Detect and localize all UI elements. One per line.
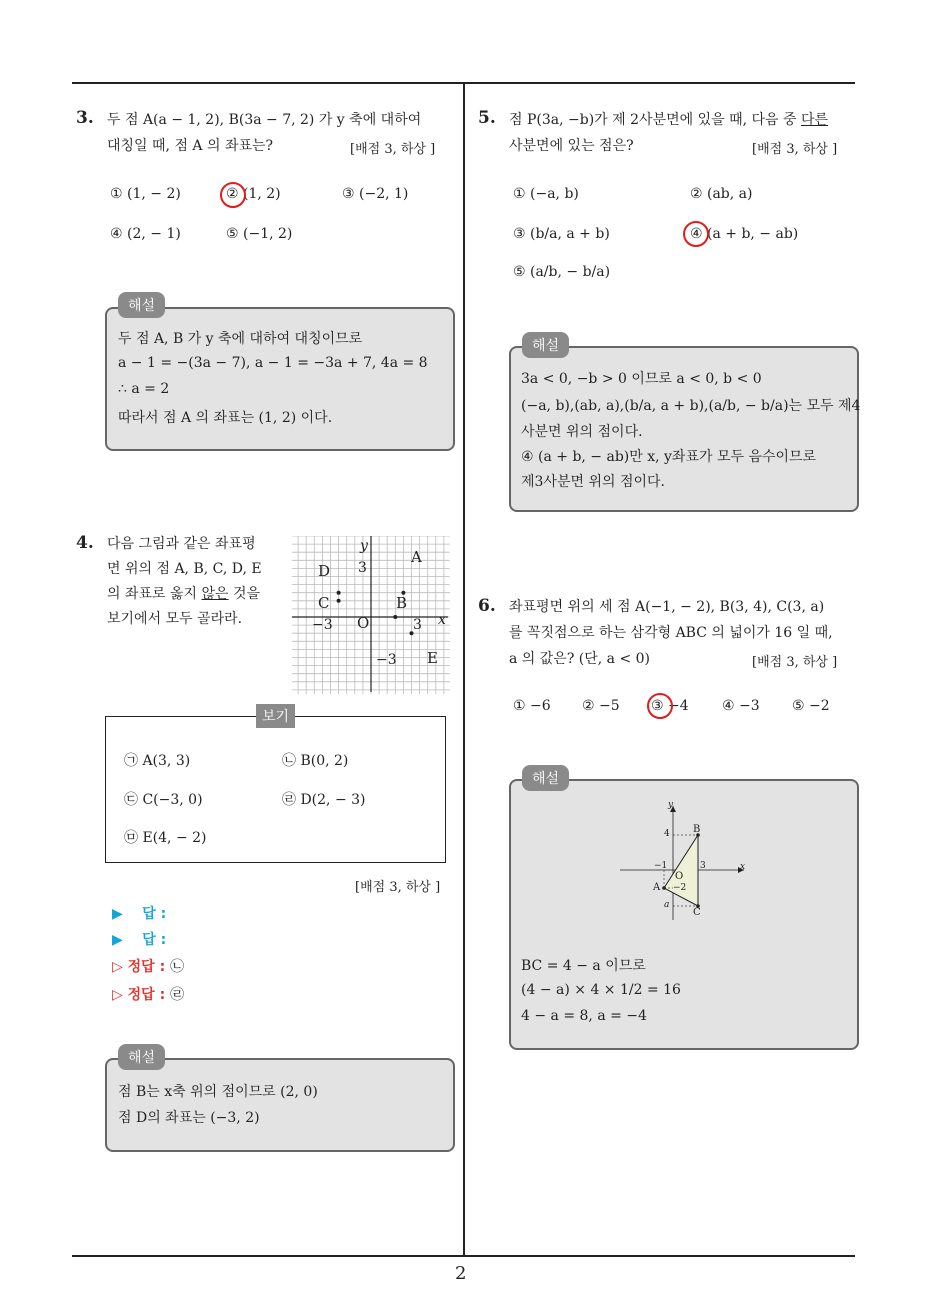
q4-point-label-a: A [411, 548, 422, 566]
q4-score: [배점 3, 하상 ] [355, 880, 441, 895]
q5-number: 5. [478, 108, 496, 128]
q6-fig-tick-4: 4 [664, 829, 670, 839]
q4-point-label-d: D [318, 562, 331, 580]
q4-origin-label: O [357, 614, 370, 632]
q6-fig-tick-3: 3 [700, 861, 706, 871]
q4-answer-input-2[interactable]: ▶ 답 : [112, 932, 167, 948]
q4-solution-line: 점 B는 x축 위의 점이므로 (2, 0) [118, 1084, 318, 1100]
q6-fig-axis-x: x [740, 862, 746, 872]
q4-tick-neg-y: −3 [376, 652, 397, 668]
q6-choice-3[interactable]: ③ −4 [651, 698, 689, 714]
q4-solution-tag: 해설 [118, 1044, 165, 1070]
q3-score: [배점 3, 하상 ] [350, 142, 436, 157]
q5-solution-line: 사분면 위의 점이다. [521, 424, 643, 440]
q4-axis-x-label: x [438, 612, 446, 628]
q4-text-line3: 의 좌표로 옳지 않은 것을 [107, 586, 261, 602]
q4-tick-pos-x: 3 [413, 617, 422, 633]
q6-fig-label-b: B [693, 824, 701, 835]
q4-solution-line: 점 D의 좌표는 (−3, 2) [118, 1110, 260, 1126]
q6-number: 6. [478, 596, 496, 616]
q6-answer-circle [647, 693, 673, 719]
q4-correct-answer-2: ▷ 정답 : ㉣ [112, 987, 185, 1003]
q5-choice-1[interactable]: ① (−a, b) [513, 186, 579, 202]
q4-bogi-item: ㉤ E(4, − 2) [124, 830, 207, 846]
q5-solution-line: ④ (a + b, − ab)만 x, y좌표가 모두 음수이므로 [521, 449, 817, 465]
column-divider [463, 84, 465, 1256]
q4-point-label-e: E [427, 649, 438, 667]
q4-point-b [393, 615, 397, 619]
q3-choice-5[interactable]: ⑤ (−1, 2) [226, 226, 293, 242]
q6-text-line3: a 의 값은? (단, a < 0) [509, 651, 651, 667]
q4-point-label-c: C [318, 594, 330, 612]
q3-solution-tag: 해설 [118, 292, 165, 318]
q4-bogi-item: ㉣ D(2, − 3) [282, 792, 366, 808]
q5-choice-4[interactable]: ④ (a + b, − ab) [690, 226, 799, 242]
q4-point-c [337, 599, 341, 603]
q5-answer-circle [683, 221, 709, 247]
q3-choice-1[interactable]: ① (1, − 2) [110, 186, 181, 202]
q3-choice-4[interactable]: ④ (2, − 1) [110, 226, 181, 242]
q4-bogi-item: ㉠ A(3, 3) [124, 753, 191, 769]
q6-choice-2[interactable]: ② −5 [582, 698, 620, 714]
q6-score: [배점 3, 하상 ] [752, 655, 838, 670]
q6-solution-line: BC = 4 − a 이므로 [521, 958, 646, 974]
q5-solution-line: 제3사분면 위의 점이다. [521, 474, 665, 490]
q6-fig-tick-a: a [664, 900, 670, 910]
page-number: 2 [455, 1263, 467, 1284]
q5-choice-2[interactable]: ② (ab, a) [690, 186, 753, 202]
q3-solution-line: ∴ a = 2 [118, 381, 170, 397]
q6-choice-4[interactable]: ④ −3 [722, 698, 760, 714]
q6-choice-5[interactable]: ⑤ −2 [792, 698, 830, 714]
q6-fig-axis-y: y [668, 800, 674, 810]
q6-fig-tick-neg1: −1 [654, 861, 668, 871]
q6-choice-1[interactable]: ① −6 [513, 698, 551, 714]
bottom-rule [72, 1255, 855, 1257]
q4-solution-box [105, 1058, 455, 1152]
q3-choice-3[interactable]: ③ (−2, 1) [342, 186, 409, 202]
q4-text-line1: 다음 그림과 같은 좌표평 [107, 536, 256, 552]
q5-solution-line: (−a, b),(ab, a),(b/a, a + b),(a/b, − b/a)는 모두 제4 [521, 398, 861, 414]
q6-solution-line: (4 − a) × 4 × 1/2 = 16 [521, 982, 681, 998]
q5-score: [배점 3, 하상 ] [752, 142, 838, 157]
q3-solution-line: a − 1 = −(3a − 7), a − 1 = −3a + 7, 4a = 8 [118, 355, 428, 371]
q4-point-label-b: B [396, 594, 408, 612]
q6-fig-origin: O [675, 871, 684, 882]
q6-fig-tick-neg2: −2 [673, 883, 687, 893]
q3-choice-2[interactable]: ② (1, 2) [226, 186, 281, 202]
q6-solution-tag: 해설 [522, 765, 569, 791]
q5-solution-tag: 해설 [522, 332, 569, 358]
q3-solution-line: 따라서 점 A 의 좌표는 (1, 2) 이다. [118, 410, 333, 426]
q4-axis-y-label: y [360, 538, 368, 554]
q4-tick-neg-x: −3 [312, 617, 333, 633]
q3-number: 3. [76, 108, 94, 128]
q6-solution-line: 4 − a = 8, a = −4 [521, 1008, 647, 1024]
q5-text-line1: 점 P(3a, −b)가 제 2사분면에 있을 때, 다음 중 다른 [509, 112, 829, 128]
q6-fig-label-a: A [653, 882, 661, 893]
q5-choice-3[interactable]: ③ (b/a, a + b) [513, 226, 610, 242]
q3-answer-circle [220, 182, 246, 208]
q4-tick-pos-y: 3 [358, 560, 367, 576]
q6-text-line2: 를 꼭짓점으로 하는 삼각형 ABC 의 넓이가 16 일 때, [509, 625, 833, 641]
q4-text-line4: 보기에서 모두 골라라. [107, 611, 243, 627]
q4-text-line2: 면 위의 점 A, B, C, D, E [107, 561, 262, 577]
q3-text-line2: 대칭일 때, 점 A 의 좌표는? [107, 138, 274, 154]
q6-triangle-figure [620, 804, 746, 922]
q3-solution-line: 두 점 A, B 가 y 축에 대하여 대칭이므로 [118, 331, 363, 347]
q5-solution-line: 3a < 0, −b > 0 이므로 a < 0, b < 0 [521, 371, 762, 387]
q4-correct-answer-1: ▷ 정답 : ㉡ [112, 959, 185, 975]
q4-point-d [337, 591, 341, 595]
q4-bogi-item: ㉡ B(0, 2) [282, 753, 349, 769]
q4-bogi-tag: 보기 [256, 704, 295, 728]
q6-fig-label-c: C [693, 907, 701, 918]
q4-coordinate-graph [292, 536, 450, 694]
q4-bogi-item: ㉢ C(−3, 0) [124, 792, 203, 808]
q3-text-line1: 두 점 A(a − 1, 2), B(3a − 7, 2) 가 y 축에 대하여 [107, 112, 422, 128]
q5-choice-5[interactable]: ⑤ (a/b, − b/a) [513, 264, 611, 280]
q4-number: 4. [76, 533, 94, 553]
q5-text-line2: 사분면에 있는 점은? [509, 138, 634, 154]
q6-text-line1: 좌표평면 위의 세 점 A(−1, − 2), B(3, 4), C(3, a) [509, 599, 825, 615]
q4-answer-input-1[interactable]: ▶ 답 : [112, 906, 167, 922]
